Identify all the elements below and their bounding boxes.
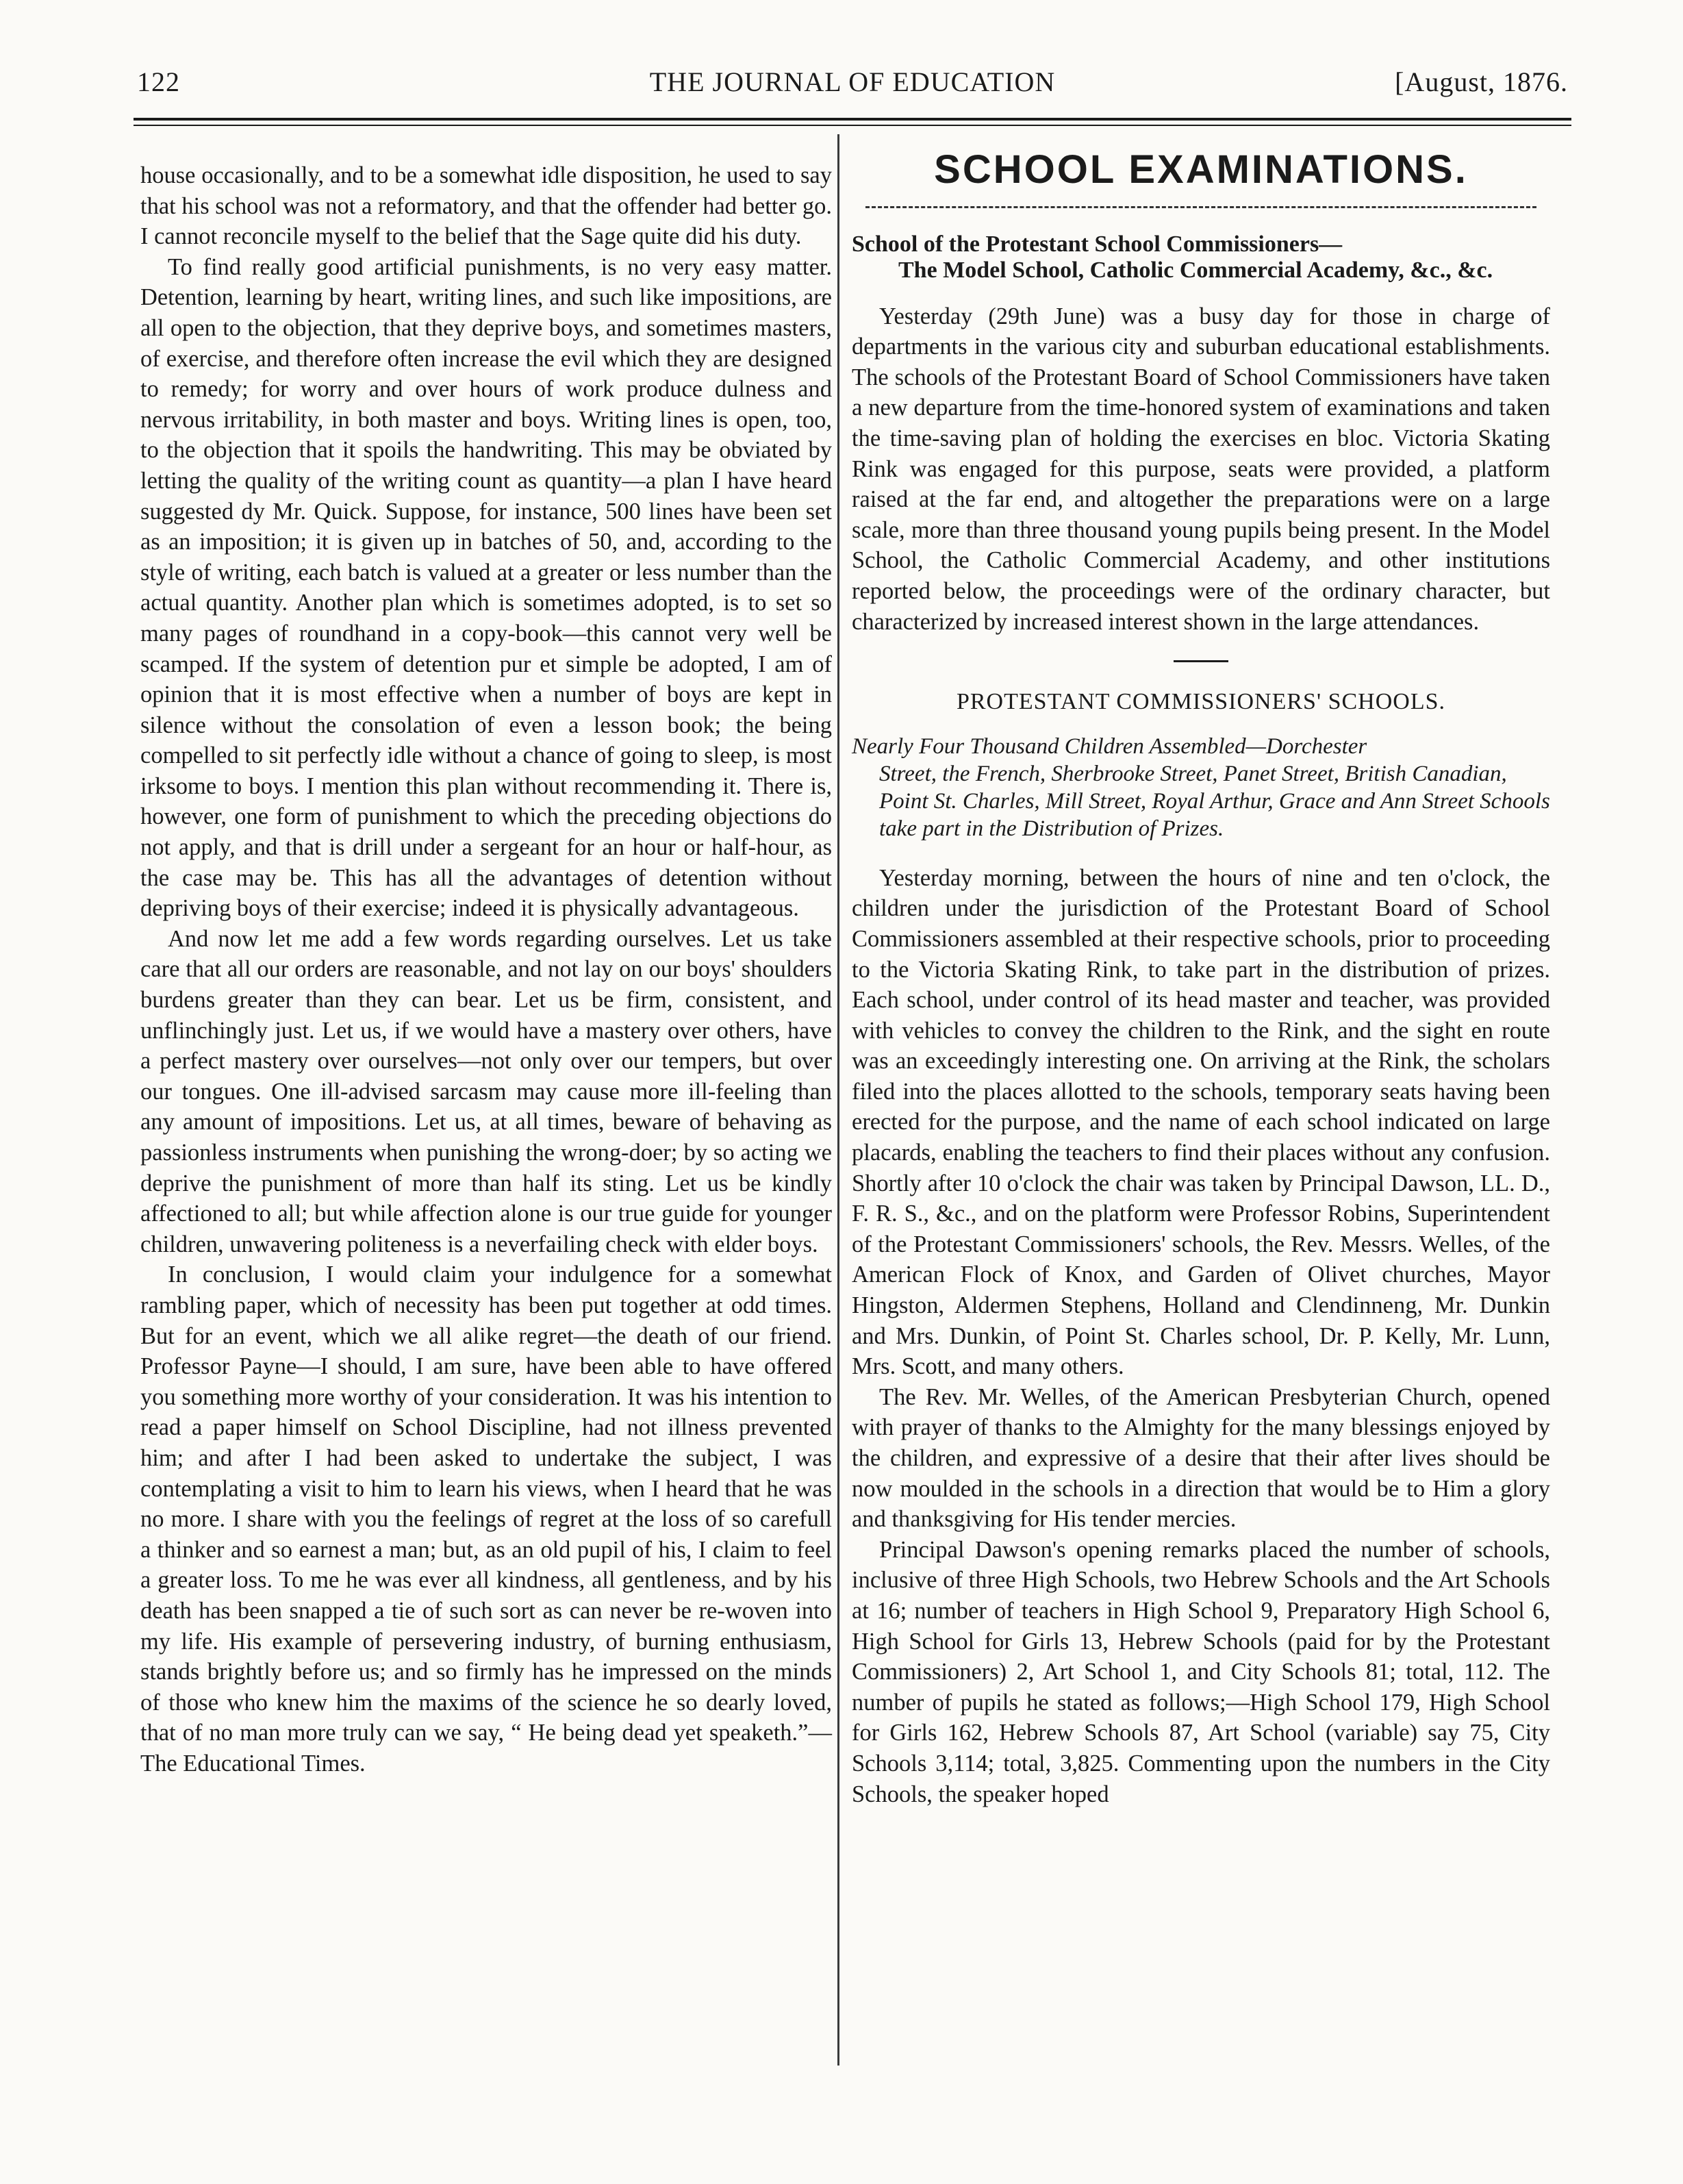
right-paragraph-1: Yesterday morning, between the hours of nine and ten o'clock, the children under the jurisdiction of the Protestant Board of School Commissioners assembled at their respective schools, prior to proceeding to the Victoria Skating Rink, to take part in the distribution of prizes. Each school, under control of its head master and teacher, was provided with vehicles to convey the children to the Rink, and the sight en route was an exceedingly interesting one. On arriving at the Rink, the scholars filed into the places allotted to the schools, temporary seats having been erected for the purpose, and the name of each school indicated on large placards, enabling the teachers to find their places without any confusion. Shortly after 10 o'clock the chair was taken by Principal Dawson, LL. D., F. R. S., &c., and on the platform were Professor Robins, Superintendent of the Protestant Commissioners' schools, the Rev. Messrs. Welles, of the American Flock of Knox, and Garden of Olivet churches, Mayor Hingston, Aldermen Stephens, Holland and Clendinneng, Mr. Dunkin and Mrs. Dunkin, of Point St. Charles school, Dr. P. Kelly, Mr. Lunn, Mrs. Scott, and many others. <box>852 864 1550 1380</box>
column-divider <box>837 134 839 2066</box>
subheading-line-2: The Model School, Catholic Commercial Academy, &c., &c. <box>898 257 1493 283</box>
section-title: SCHOOL EXAMINATIONS. <box>934 147 1468 192</box>
intro-paragraph: Yesterday (29th June) was a busy day for those in charge of departments in the various city and suburban educational establishments. The schools of the Protestant Board of School Commissioners have taken a new departure from the time-honored system of examinations and taken the time-saving plan of holding the exercises en bloc. Victoria Skating Rink was engaged for this purpose, seats were provided, a platform raised at the far end, and altogether the preparations were on a large scale, more than three thousand young pupils being present. In the Model School, the Catholic Commercial Academy, and other institutions reported below, the proceedings were of the ordinary character, but characterized by increased interest shown in the large attendances. <box>852 303 1550 635</box>
page-header <box>137 66 1568 107</box>
article-deck <box>852 733 1550 842</box>
issue-date: [August, 1876. <box>1395 66 1568 97</box>
section-divider <box>865 206 1536 208</box>
header-rule-thin <box>134 125 1571 126</box>
right-column <box>852 147 1550 1809</box>
journal-title: THE JOURNAL OF EDUCATION <box>649 66 1056 97</box>
article-heading: PROTESTANT COMMISSIONERS' SCHOOLS. <box>956 689 1446 715</box>
left-paragraph-1: house occasionally, and to be a somewhat idle disposition, he used to say that his school was not a reformatory, and that the offender had better go. I cannot reconcile myself to the belief that the Sage quite did his duty. <box>140 162 832 250</box>
page-number: 122 <box>137 66 180 97</box>
left-paragraph-2: To find really good artificial punishments, is no very easy matter. Detention, learning by heart, writing lines, and such like impositions, are all open to the objection, that they deprive boys, and sometimes masters, of exercise, and therefore often increase the evil which they are designed to remedy; for worry and over hours of work produce dulness and nervous irritability, in both master and boys. Writing lines is open, too, to the objection that it spoils the handwriting. This may be obviated by letting the quality of the writing count as quantity—a plan I have heard suggested dy Mr. Quick. Suppose, for instance, 500 lines have been set as an imposition; it is given up in batches of 50, and, according to the style of writing, each batch is valued at a greater or less number than the actual quantity. Another plan which is sometimes adopted, is to set so many pages of roundhand in a copy-book—this cannot very well be scamped. If the system of detention pur et simple be adopted, I am of opinion that it is most effective when a number of boys are kept in silence without the consolation of even a lesson book; the being compelled to sit perfectly idle without a chance of going to sleep, is most irksome to boys. I mention this plan without recommending it. There is, however, one form of punishment to which the preceding objections do not apply, and that is drill under a sergeant for an hour or half-hour, as the case may be. This has all the advantages of detention without depriving boys of their exercise; indeed it is physically advantageous. <box>140 253 832 922</box>
left-paragraph-4: In conclusion, I would claim your indulgence for a somewhat rambling paper, which of necessity has been put together at odd times. But for an event, which we all alike regret—the death of our friend. Professor Payne—I should, I am sure, have been able to have offered you something more worthy of your consideration. It was his intention to read a paper himself on School Discipline, had not illness prevented him; and after I had been asked to undertake the subject, I was contemplating a visit to him to learn his views, when I heard that he was no more. I share with you the feelings of regret at the loss of so carefull a thinker and so earnest a man; but, as an old pupil of his, I claim to feel a greater loss. To me he was ever all kindness, all gentleness, and by his death has been snapped a tie of such sort as can never be re-woven into my life. His example of persevering industry, of burning enthusiasm, stands brightly before us; and so firmly has he impressed on the minds of those who knew him the maxims of the science he so dearly loved, that of no man more truly can we say, “ He being dead yet speaketh.”—The Educational Times. <box>140 1262 832 1777</box>
header-rule <box>134 118 1571 121</box>
right-paragraph-3: Principal Dawson's opening remarks placed the number of schools, inclusive of three High Schools, two Hebrew Schools and the Art Schools at 16; number of teachers in High School 9, Preparatory High School 6, High School for Girls 13, Hebrew Schools (paid for by the Protestant Commissioners) 2, Art School 1, and City Schools 81; total, 112. The number of pupils he stated as follows;—High School 179, High School for Girls 162, Hebrew Schools 87, Art School (variable) say 75, City Schools 3,114; total, 3,825. Commenting upon the numbers in the City Schools, the speaker hoped <box>852 1536 1550 1807</box>
left-column <box>140 160 832 1779</box>
subheading-line-1: School of the Protestant School Commissioners— <box>852 231 1343 257</box>
left-paragraph-3: And now let me add a few words regarding ourselves. Let us take care that all our orders are reasonable, and not lay on our boys' shoulders burdens greater than they can bear. Let us be firm, consistent, and unflinchingly just. Let us, if we would have a mastery over others, have a perfect mastery over ourselves—not only over our tempers, but over our tongues. One ill-advised sarcasm may cause more ill-feeling than any amount of impositions. Let us, at all times, beware of behaving as passionless instruments when punishing the wrong-doer; by so acting we deprive the punishment of more than half its sting. Let us be kindly affectioned to all; but while affection alone is our true guide for younger children, unwavering politeness is a neverfailing check with elder boys. <box>140 925 832 1257</box>
right-paragraph-2: The Rev. Mr. Welles, of the American Presbyterian Church, opened with prayer of thanks to the Almighty for the many blessings enjoyed by the children, and expressive of a desire that their after lives should be now moulded in the schools in a direction that would be to Him a glory and thanksgiving for His tender mercies. <box>852 1383 1550 1533</box>
deck-line-2: Street, the French, Sherbrooke Street, Panet Street, British Canadian, Point St. Charles, Mill Street, Royal Arthur, Grace and Ann Street Schools take part in the Distribution of Prizes. <box>879 761 1550 841</box>
article-subheading <box>852 231 1550 284</box>
short-divider <box>1174 660 1228 662</box>
deck-line-1: Nearly Four Thousand Children Assembled—Dorchester <box>852 733 1367 759</box>
